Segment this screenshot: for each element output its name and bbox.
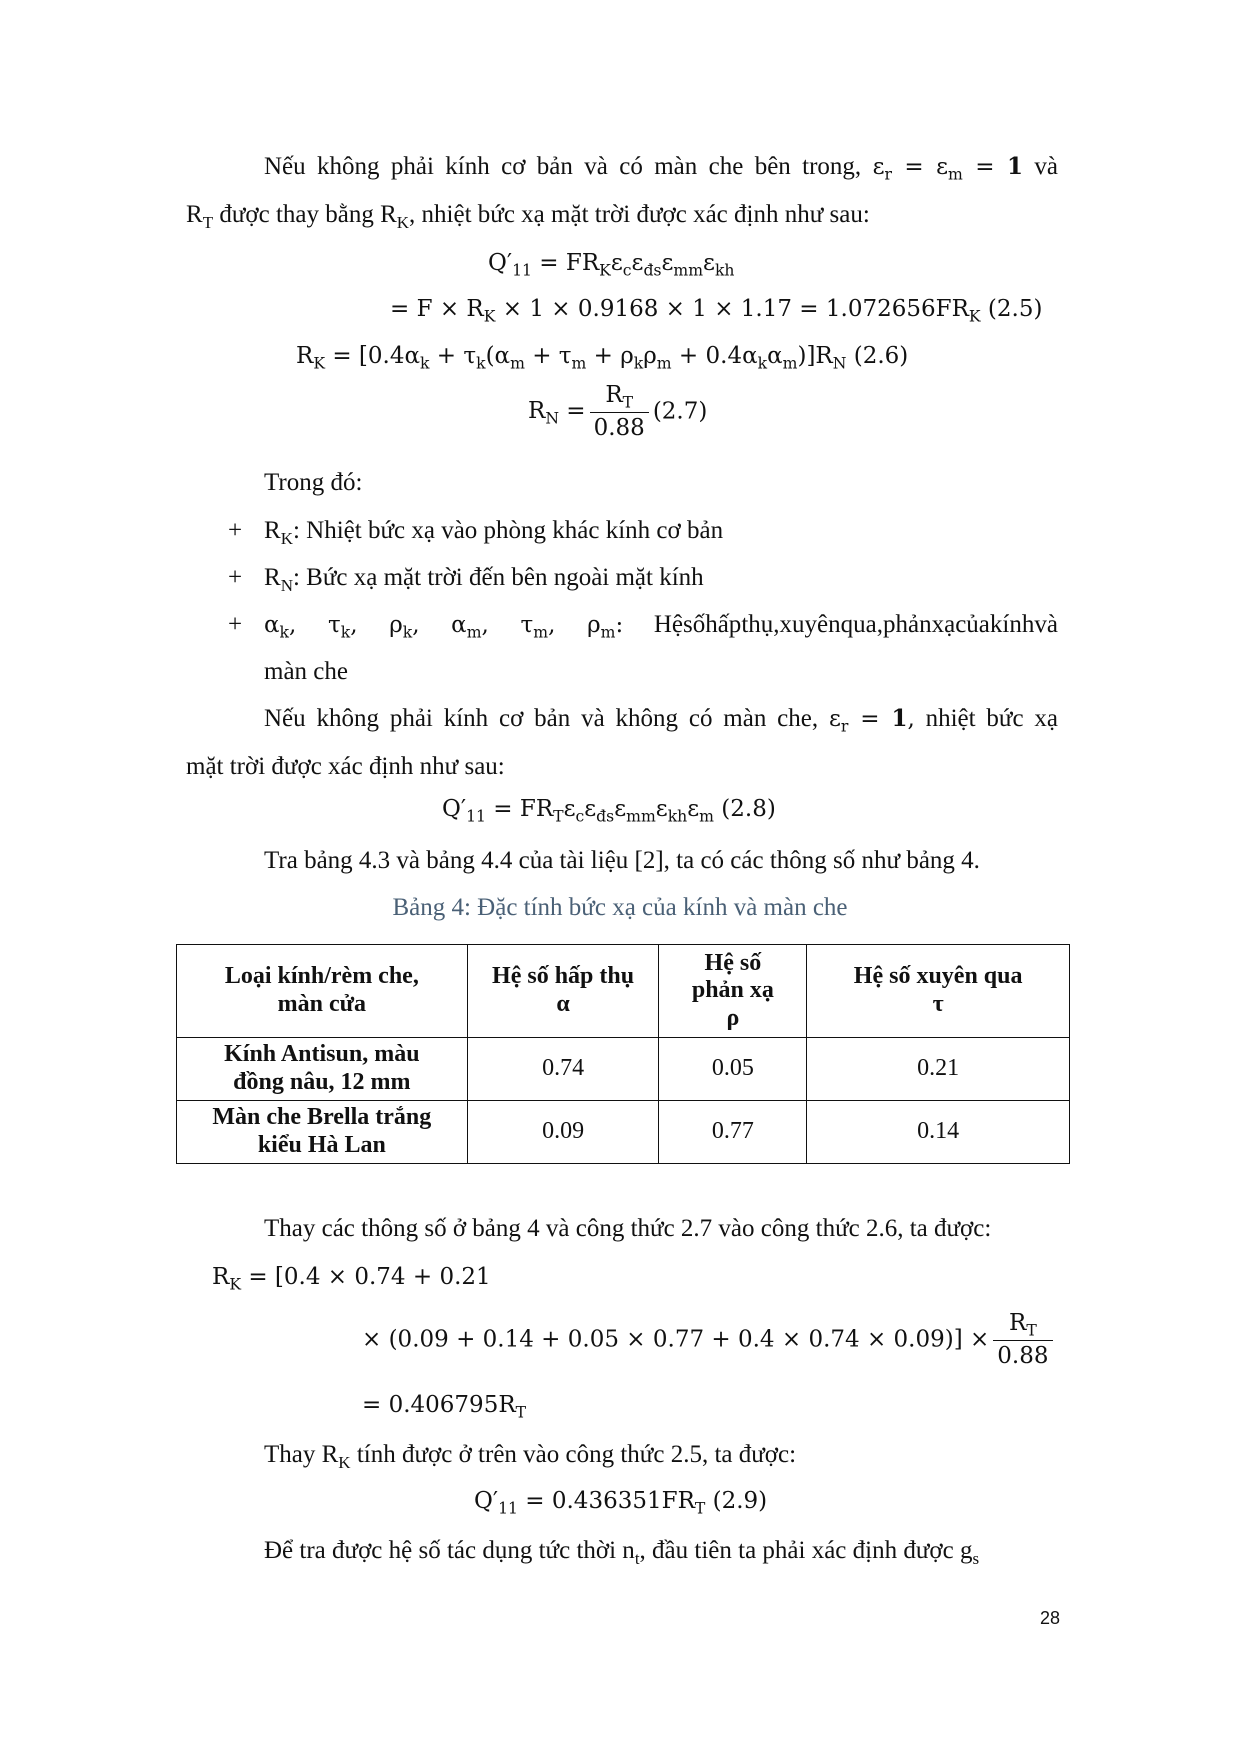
where-label: Trong đó: xyxy=(264,469,363,496)
p1-math-epsilon: $\varepsilon_r = \varepsilon_m = 1$ xyxy=(872,153,1024,184)
row-1-name: Kính Antisun, màu đồng nâu, 12 mm xyxy=(177,1038,468,1101)
table-caption: Bảng 4: Đặc tính bức xạ của kính và màn che xyxy=(392,894,848,921)
table-row xyxy=(177,1038,1070,1101)
paragraph-1-line-2: $R_T$ được thay bằng $R_K$, nhiệt bức xạ mặt trời được xác định như sau: xyxy=(186,201,870,232)
bullet-marker-2: + xyxy=(228,564,243,591)
paragraph-4: Thay các thông số ở bảng 4 và công thức 2.7 vào công thức 2.6, ta được: xyxy=(264,1215,992,1242)
equation-2-5: = $F \times R_K \times 1 \times 0.9168 \times 1 \times 1.17 = 1.072656FR_K$ (2.5) xyxy=(390,296,1043,326)
table-row xyxy=(177,1101,1070,1164)
page-number: 28 xyxy=(1040,1608,1061,1628)
equation-calc-3: = $0.406795R_T$ xyxy=(362,1392,527,1422)
radiation-properties-table xyxy=(176,944,1070,1164)
bullet-1: $R_K$: Nhiệt bức xạ vào phòng khác kính cơ bản xyxy=(264,517,724,548)
row-1-transmission: 0.21 xyxy=(807,1038,1070,1101)
equation-2-8: $Q'_{11} = FR_T\varepsilon_c\varepsilon_{đs}\varepsilon_{mm}\varepsilon_{kh}\varepsilon_m$ (2.8) xyxy=(442,796,776,826)
equation-2-7: $R_N$ = $\frac{R_T}{0.88}$ (2.7) xyxy=(528,382,708,441)
row-2-name: Màn che Brella trắng kiểu Hà Lan xyxy=(177,1101,468,1164)
header-transmission: Hệ số xuyên qua τ xyxy=(807,945,1070,1038)
table-header-row xyxy=(177,945,1070,1038)
paragraph-2-line-2: mặt trời được xác định như sau: xyxy=(186,753,505,780)
paragraph-1-line-1 xyxy=(264,152,1058,182)
bullet-marker-3: + xyxy=(228,611,243,638)
paragraph-5: Thay $R_K$ tính được ở trên vào công thức 2.5, ta được: xyxy=(264,1441,797,1472)
header-type: Loại kính/rèm che, màn cửa xyxy=(177,945,468,1038)
equation-2-9: $Q'_{11} = 0.436351FR_T$ (2.9) xyxy=(474,1488,768,1518)
paragraph-3: Tra bảng 4.3 và bảng 4.4 của tài liệu [2], ta có các thông số như bảng 4. xyxy=(264,847,980,874)
equation-calc-1: $R_K = [0.4 \times 0.74 + 0.21$ xyxy=(212,1264,491,1294)
header-reflection: Hệ số phản xạ ρ xyxy=(659,945,807,1038)
equation-2-6: $R_K = [0.4\alpha_k + \tau_k(\alpha_m + \tau_m + \rho_k\rho_m + 0.4\alpha_k\alpha_m)]R_N$ (2.6) xyxy=(296,343,909,373)
bullet-marker-1: + xyxy=(228,517,243,544)
row-2-absorption: 0.09 xyxy=(467,1101,659,1164)
row-2-reflection: 0.77 xyxy=(659,1101,807,1164)
equation-calc-2: × (0.09 + 0.14 + 0.05 × 0.77 + 0.4 × 0.74 × 0.09)] × $\frac{R_T}{0.88}$ xyxy=(362,1310,1057,1370)
p1-text-b: và xyxy=(1034,153,1058,180)
header-absorption: Hệ số hấp thụ α xyxy=(467,945,659,1038)
bullet-3-line-1: $\alpha_k$, $\tau_k$, $\rho_k$, $\alpha_m$, $\tau_m$, $\rho_m$: Hệsốhấpthụ,xuyênqua,phảnxạcủakínhvà xyxy=(264,611,1058,642)
row-2-transmission: 0.14 xyxy=(807,1101,1070,1164)
equation-q11-a: $Q'_{11} = FR_K\varepsilon_c\varepsilon_{đs}\varepsilon_{mm}\varepsilon_{kh}$ xyxy=(488,250,735,280)
paragraph-6: Để tra được hệ số tác dụng tức thời $n_t$, đầu tiên ta phải xác định được $g_s$ xyxy=(264,1537,980,1568)
paragraph-2-line-1: Nếu không phải kính cơ bản và không có màn che, $\varepsilon_r = 1$, nhiệt bức xạ xyxy=(264,705,1059,736)
row-1-absorption: 0.74 xyxy=(467,1038,659,1101)
bullet-3-line-2: màn che xyxy=(264,658,348,685)
row-1-reflection: 0.05 xyxy=(659,1038,807,1101)
bullet-3-symbols: $\alpha_k$, $\tau_k$, $\rho_k$, $\alpha_m$, $\tau_m$, $\rho_m$: xyxy=(264,612,624,642)
p1-text-a: Nếu không phải kính cơ bản và có màn che bên trong, xyxy=(264,153,862,180)
bullet-2: $R_N$: Bức xạ mặt trời đến bên ngoài mặt kính xyxy=(264,564,704,595)
